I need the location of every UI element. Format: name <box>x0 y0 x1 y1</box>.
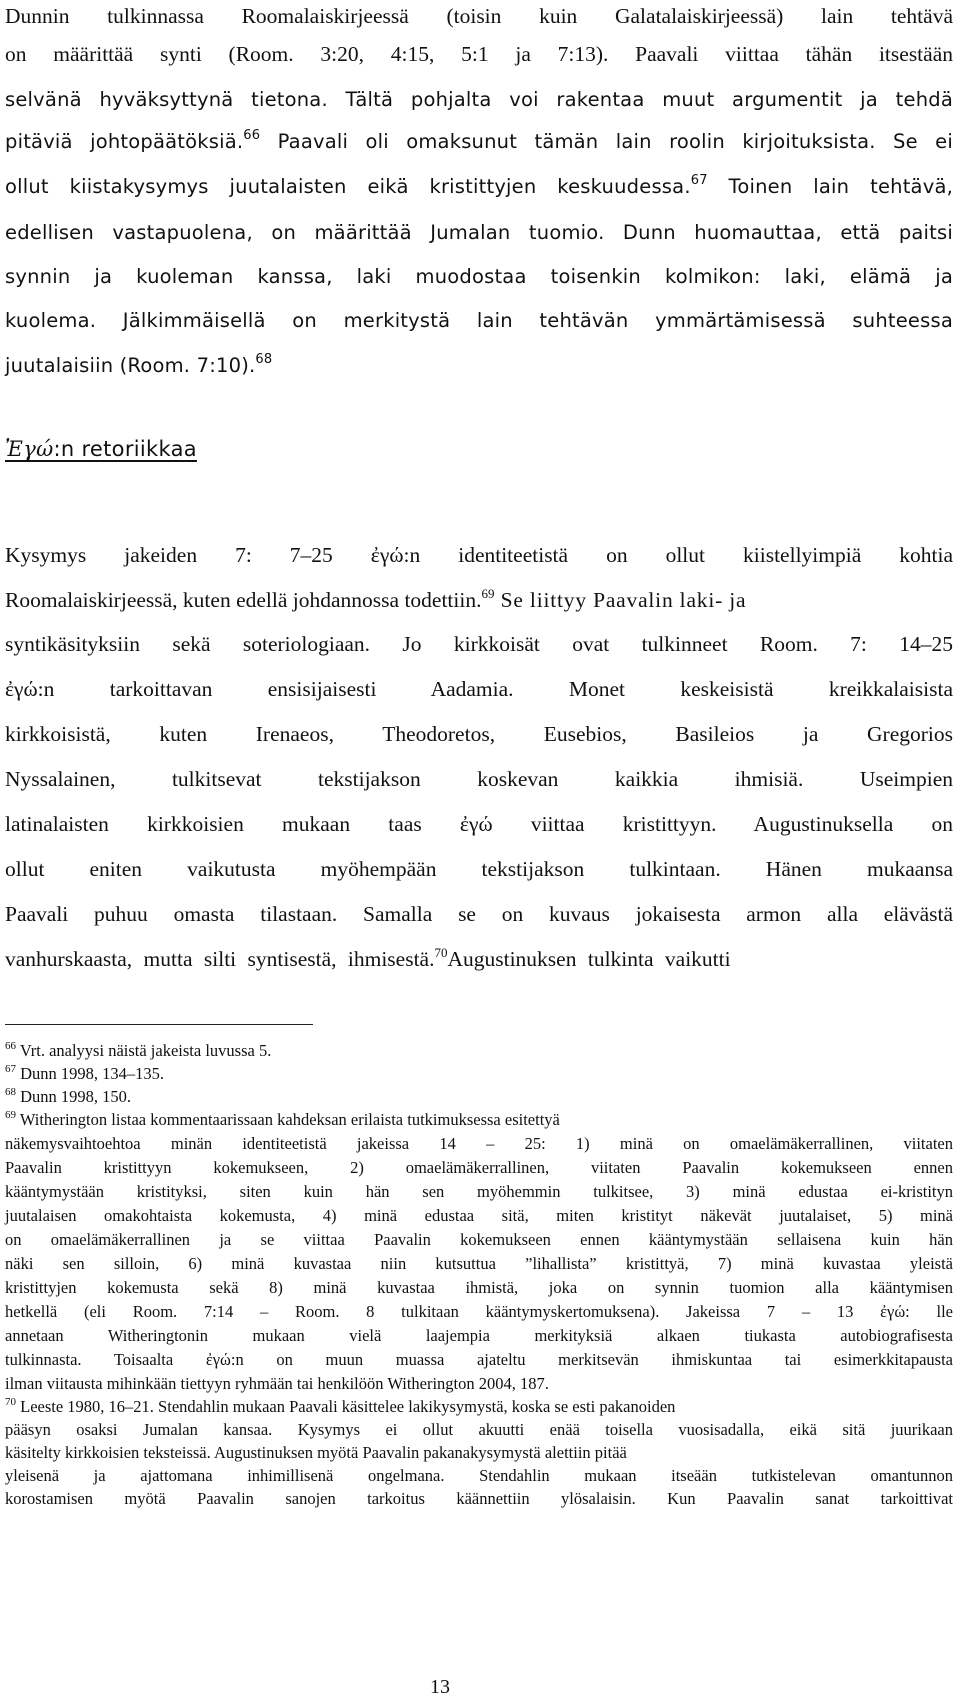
text-line: vanhurskaasta, mutta silti syntisestä, ihmisestä.$^{70}$Augustinuksen tulkinta vaikutti <box>5 945 731 971</box>
footnote-line: käsitelty kirkkoisien teksteissä. Augustinuksen myötä Paavalin pakanakysymystä alettiin pitää <box>5 1443 627 1462</box>
text-line: selvänä hyväksyttynä tietona. Tältä pohjalta voi rakentaa muut argumentit ja tehdä <box>5 88 953 111</box>
footnote-ref[interactable]: 70 <box>434 945 448 960</box>
section-heading: Ἐγώ:n retoriikkaa <box>5 437 197 461</box>
footnote-line: Paavalin kristittyyn kokemukseen, 2) omaelämäkerrallinen, viitaten Paavalin kokemukseen ennen <box>5 1158 953 1177</box>
footnote-line: kristittyjen kokemusta sekä 8) minä kuvastaa ihmistä, joka on synnin tuomion alla kääntymisen <box>5 1278 953 1297</box>
footnote-ref[interactable]: 67 <box>690 173 708 188</box>
text-line: pitäviä johtopäätöksiä.$^{66}$ Paavali oli omaksunut tämän lain roolin kirjoituksista. Se ei <box>5 128 953 153</box>
text-line: Roomalaiskirjeessä, kuten edellä johdannossa todettiin.$^{69}$ Se liittyy Paavalin laki- ja <box>5 586 747 612</box>
footnote-line: näki sen silloin, 6) minä kuvastaa niin kutsuttua ”lihallista” kristittyä, 7) minä kuvastaa yleistä <box>5 1254 953 1273</box>
footnote-line: hetkellä (eli Room. 7:14 – Room. 8 tulkitaan kääntymyskertomuksena). Jakeissa 7 – 13 ἐγώ: lle <box>5 1302 953 1321</box>
footnote-line: juutalaisen omakohtaista kokemusta, 4) minä edustaa sitä, miten kristityt näkevät juutalaiset, 5) minä <box>5 1206 953 1225</box>
footnote-69: $^{69}$ Witherington listaa kommentaarissaan kahdeksan erilaista tutkimuksessa esitettyä <box>5 1109 560 1129</box>
text-line: on määrittää synti (Room. 3:20, 4:15, 5:1 ja 7:13). Paavali viittaa tähän itsestään <box>5 42 953 66</box>
footnote-line: näkemysvaihtoehtoa minän identiteetistä jakeissa 14 – 25: 1) minä on omaelämäkerrallinen, viitaten <box>5 1134 953 1153</box>
text-line: ollut kiistakysymys juutalaisten eikä kristittyjen keskuudessa.$^{67}$ Toinen lain tehtävä, <box>5 173 953 198</box>
footnote-line: yleisenä ja ajattomana inhimillisenä ongelmana. Stendahlin mukaan itseään tutkistelevan omantunnon <box>5 1466 953 1485</box>
footnote-ref[interactable]: 66 <box>243 128 261 143</box>
footnote-line: annetaan Witheringtonin mukaan vielä laajempia merkityksiä alkaen tiukasta autobiografisesta <box>5 1326 953 1345</box>
text-line: kuolema. Jälkimmäisellä on merkitystä lain tehtävän ymmärtämisessä suhteessa <box>5 309 953 332</box>
text-line: latinalaisten kirkkoisien mukaan taas ἐγώ viittaa kristittyyn. Augustinuksella on <box>5 812 953 836</box>
footnote-ref[interactable]: 68 <box>255 352 273 367</box>
footnote-line: pääsyn osaksi Jumalan kansaa. Kysymys ei ollut akuutti enää toisella vuosisadalla, eikä sitä juurikaan <box>5 1420 953 1439</box>
text-line: Nyssalainen, tulkitsevat tekstijakson koskevan kaikkia ihmisiä. Useimpien <box>5 767 953 791</box>
footnote-line: tulkinnasta. Toisaalta ἐγώ:n on muun muassa ajateltu merkitsevän ihmiskuntaa tai esimerkkitapausta <box>5 1350 953 1369</box>
footnote-67: $^{67}$ Dunn 1998, 134–135. <box>5 1063 165 1083</box>
footnote-line: korostamisen myötä Paavalin sanojen tarkoitus käännettiin ylösalaisin. Kun Paavalin sanat tarkoittivat <box>5 1489 953 1508</box>
footnote-ref[interactable]: 69 <box>481 586 495 601</box>
text-line: Kysymys jakeiden 7: 7–25 ἐγώ:n identiteetistä on ollut kiistellyimpiä kohtia <box>5 543 953 567</box>
text-line: kirkkoisistä, kuten Irenaeos, Theodoretos, Eusebios, Basileios ja Gregorios <box>5 722 953 746</box>
text-line: edellisen vastapuolena, on määrittää Jumalan tuomio. Dunn huomauttaa, että paitsi <box>5 221 953 244</box>
text-line: juutalaisiin (Room. 7:10).$^{68}$ <box>5 352 273 377</box>
page-number: 13 <box>430 1676 450 1698</box>
footnote-line: kääntymystään kristityksi, siten kuin hän sen myöhemmin tulkitsee, 3) minä edustaa ei-kristityn <box>5 1182 953 1201</box>
text-line: syntikäsityksiin sekä soteriologiaan. Jo kirkkoisät ovat tulkinneet Room. 7: 14–25 <box>5 632 953 656</box>
text-line: ἐγώ:n tarkoittavan ensisijaisesti Aadamia. Monet keskeisistä kreikkalaisista <box>5 677 953 701</box>
text-line: Paavali puhuu omasta tilastaan. Samalla se on kuvaus jokaisesta armon alla elävästä <box>5 902 953 926</box>
footnote-line: ilman viitausta mihinkään tiettyyn ryhmään tai henkilöön Witherington 2004, 187. <box>5 1374 549 1393</box>
text-line: ollut eniten vaikutusta myöhempään tekstijakson tulkintaan. Hänen mukaansa <box>5 857 953 881</box>
footnote-66: $^{66}$ Vrt. analyysi näistä jakeista luvussa 5. <box>5 1040 272 1060</box>
text-line: Dunnin tulkinnassa Roomalaiskirjeessä (toisin kuin Galatalaiskirjeessä) lain tehtävä <box>5 4 953 28</box>
footnote-68: $^{68}$ Dunn 1998, 150. <box>5 1086 132 1106</box>
footnote-separator <box>5 1024 313 1025</box>
footnote-line: on omaelämäkerrallinen ja se viittaa Paavalin kokemukseen ennen kääntymystään sellaisena kuin hän <box>5 1230 953 1249</box>
footnote-70: $^{70}$ Leeste 1980, 16–21. Stendahlin mukaan Paavali käsittelee lakikysymystä, koska se esti pakanoiden <box>5 1396 676 1416</box>
text-line: synnin ja kuoleman kanssa, laki muodostaa toisenkin kolmikon: laki, elämä ja <box>5 265 953 288</box>
